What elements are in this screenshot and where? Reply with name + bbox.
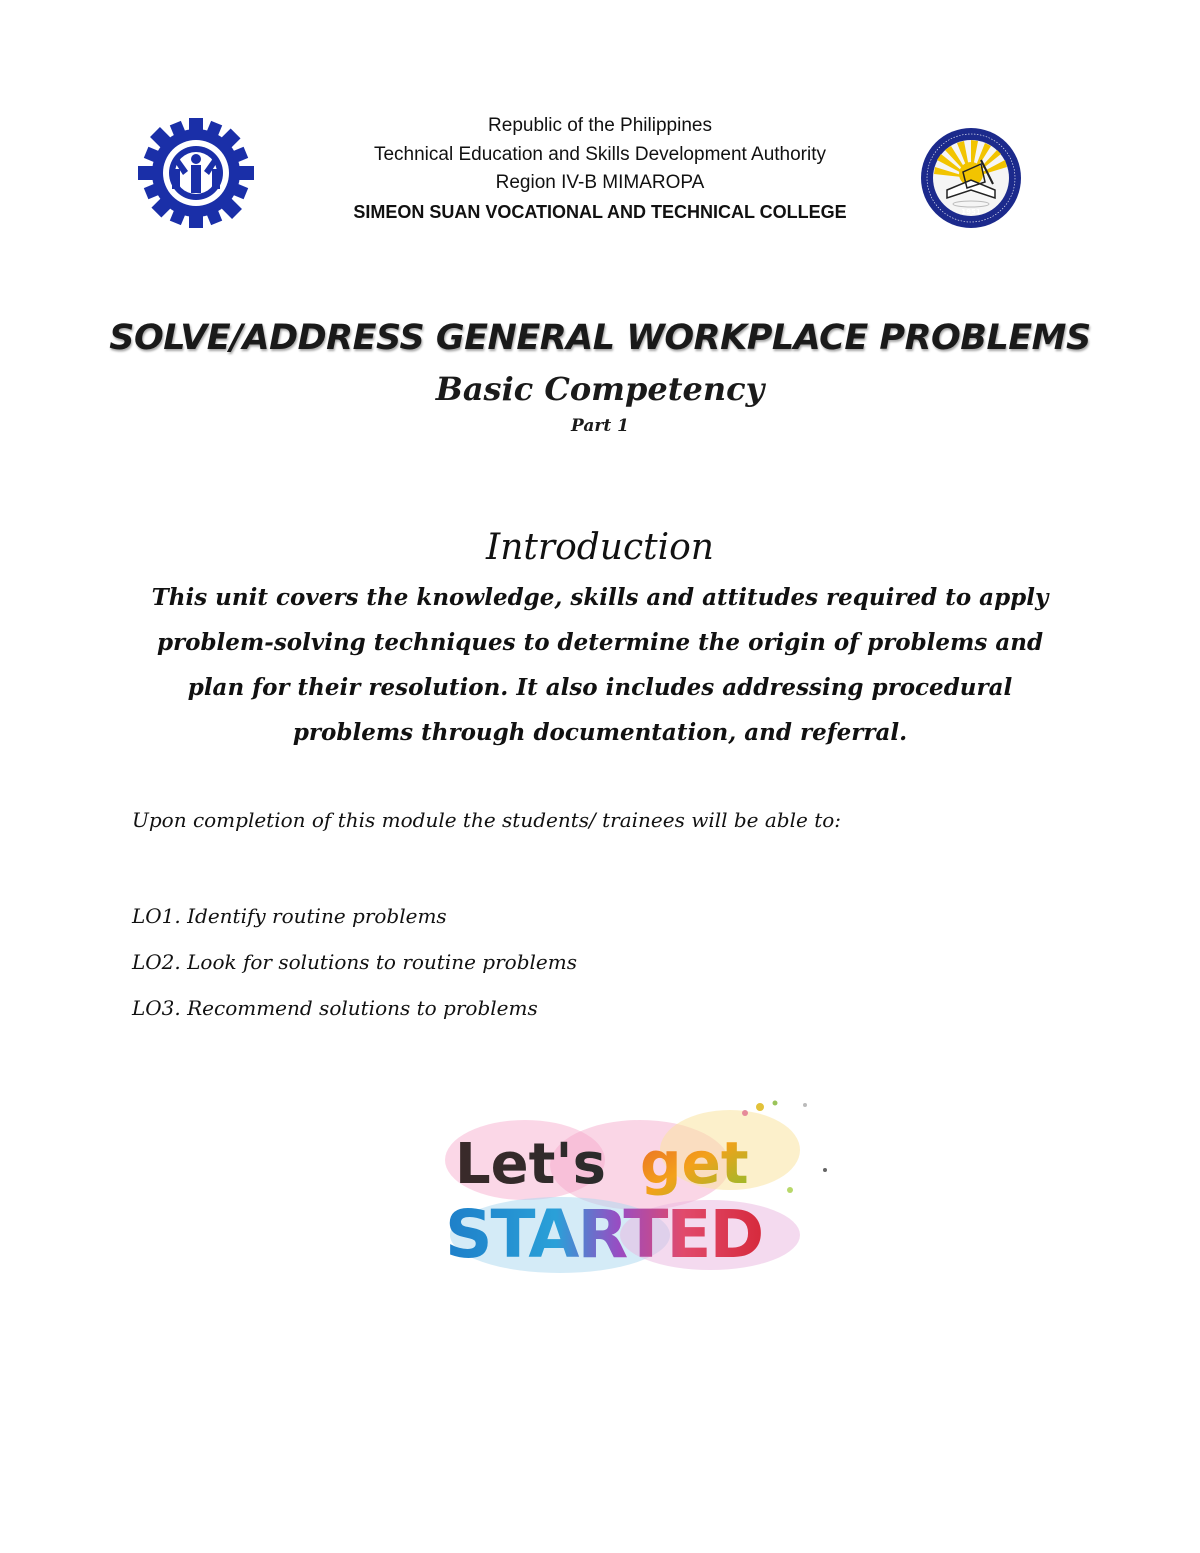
header-agency: Technical Education and Skills Development Authority (373, 143, 827, 165)
introduction-line: problem-solving techniques to determine the origin of problems and (156, 629, 1044, 656)
learning-outcomes-list (132, 893, 932, 1031)
banner-get-text: get (640, 1129, 749, 1197)
header-college: SIMEON SUAN VOCATIONAL AND TECHNICAL COLLEGE (353, 201, 847, 222)
module-subtitle: Basic Competency (435, 370, 765, 408)
seal-year: 1951 (961, 208, 981, 216)
learning-outcome-item: LO3. Recommend solutions to problems (132, 996, 538, 1020)
tesda-gear-logo-icon (132, 118, 260, 228)
introduction-heading: Introduction (486, 527, 714, 568)
module-part: Part 1 (571, 416, 629, 436)
header-region: Region IV-B MIMAROPA (495, 172, 705, 193)
introduction-line: This unit covers the knowledge, skills and attitudes required to apply (151, 584, 1049, 611)
introduction-body (130, 575, 1070, 755)
completion-statement: Upon completion of this module the students/ trainees will be able to: (132, 808, 842, 832)
document-header (300, 112, 900, 226)
banner-started-text: STARTED (445, 1196, 763, 1273)
lets-get-started-banner (440, 1095, 840, 1295)
introduction-line: plan for their resolution. It also includes addressing procedural (187, 674, 1013, 701)
learning-outcome-item: LO2. Look for solutions to routine problems (132, 950, 577, 974)
header-country: Republic of the Philippines (488, 115, 712, 136)
module-title: SOLVE/ADDRESS GENERAL WORKPLACE PROBLEMS (109, 318, 1091, 358)
learning-outcome-item: LO1. Identify routine problems (132, 904, 447, 928)
banner-lets-text: Let's (455, 1132, 606, 1197)
introduction-line: problems through documentation, and referral. (292, 719, 908, 746)
ssvtc-seal-logo-icon (905, 127, 1037, 229)
